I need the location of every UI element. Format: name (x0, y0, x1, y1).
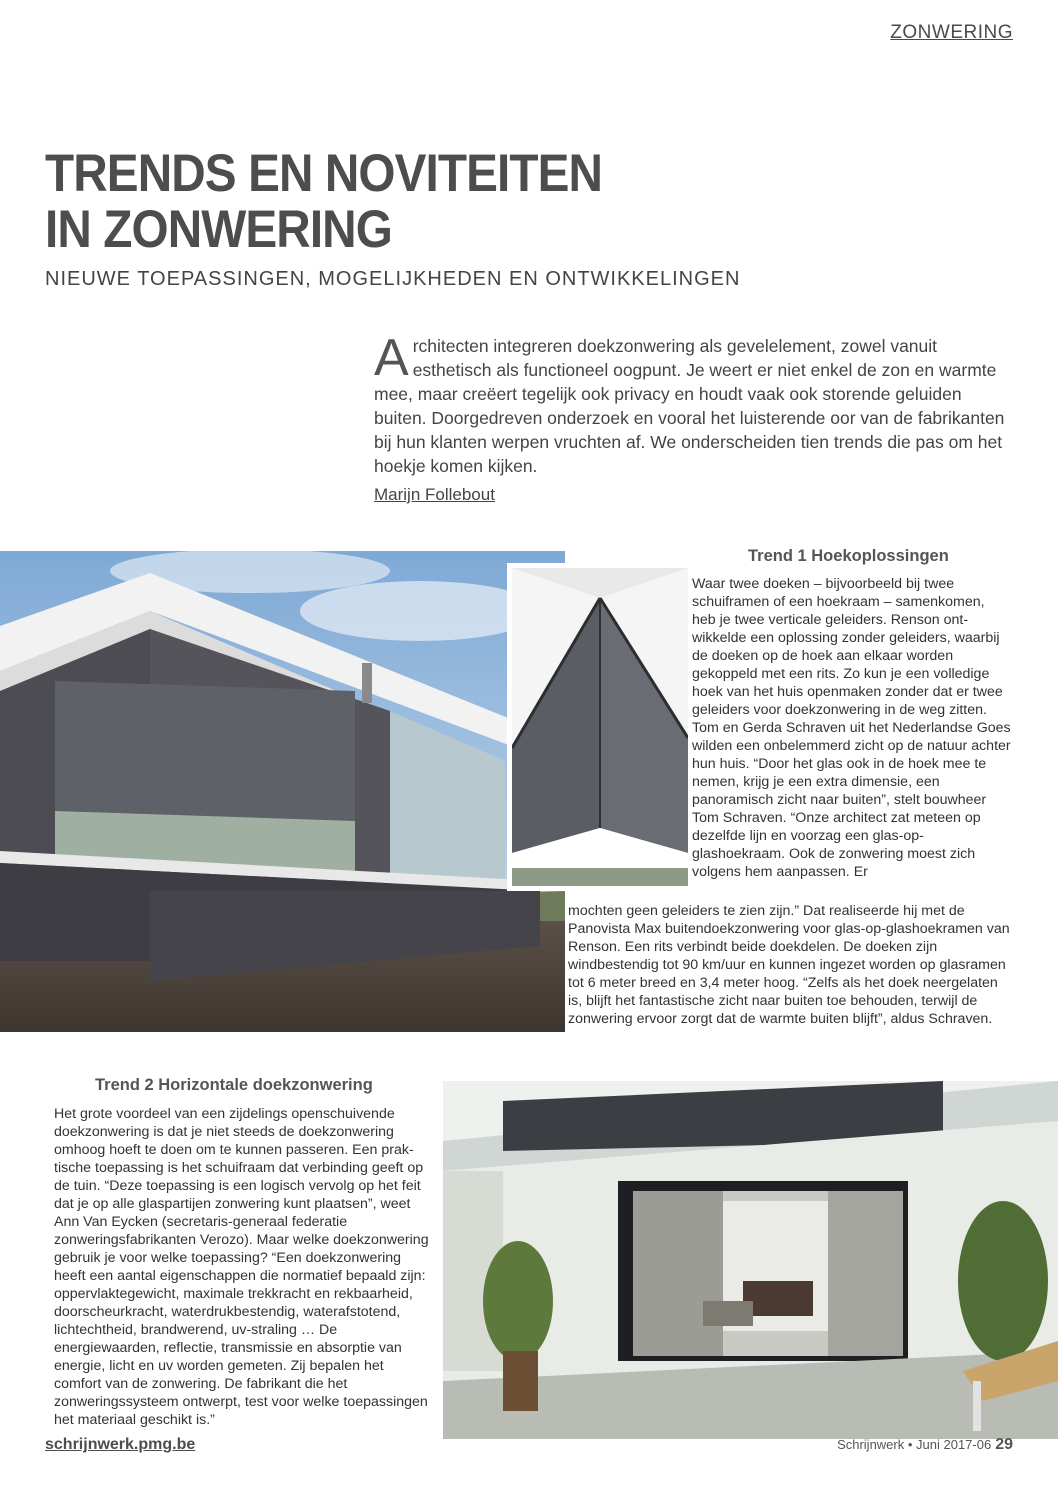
issue-label: Schrijnwerk • Juni 2017-06 (837, 1437, 992, 1452)
author-link[interactable]: Marijn Follebout (374, 485, 495, 504)
drop-cap: A (374, 329, 409, 387)
house-on-water-photo (0, 551, 565, 1032)
intro-paragraph (374, 329, 1014, 478)
trend1-text-part1: Waar twee doeken – bijvoorbeeld bij twee schuiframen of een hoekraam – samenkomen, heb je twee verticale geleiders. Renson ontwikkelde een oplossing zonder geleiders, waarbij de doeken op de hoek aan elkaar worden gekoppeld met een rits. Zo kun je een volledige hoek van het huis openmaken zonder dat er twee geleiders voor doekzonwering in de weg zitten. Tom en Gerda Schraven uit het Nederlandse Goes wilden een onbelemmerd zicht op de natuur achter hun huis. “Door het glas ook in de hoek mee te nemen, krijg je een extra dimensie, een panoramisch zicht naar buiten”, stelt bouwheer Tom Schraven. “Onze architect zat meteen op dezelfde lijn en voorzag een glas-op-glashoekraam. Ook de zonwering moest zich volgens hem aanpassen. Er (692, 576, 1011, 880)
footer-website-link[interactable]: schrijnwerk.pmg.be (45, 1436, 196, 1453)
trend1-heading: Trend 1 Hoekoplossingen (748, 547, 949, 565)
title-line-2: IN ZONWERING (45, 200, 392, 259)
patio-screen-photo (443, 1081, 1058, 1439)
title-line-1: TRENDS EN NOVITEITEN (45, 144, 603, 203)
page-number: 29 (995, 1436, 1013, 1453)
intro-text: rchitecten integreren doekzonwering als gevelelement, zowel vanuit esthetisch als functioneel oogpunt. Je weert er niet enkel de zon en warmte mee, maar creëert tegelijk ook privacy en houdt vaak ook storende geluiden buiten. Doorgedreven onderzoek en vooral het luisterende oor van de fabrikanten bij hun klanten werpen vruchten af. We onderscheiden tien trends die pas om het hoekje komen kijken. (374, 336, 1005, 476)
trend2-heading: Trend 2 Horizontale doekzonwering (95, 1076, 373, 1094)
trend1-text-part2: mochten geen geleiders te zien zijn.” Dat realiseerde hij met de Panovista Max buitendoekzonwering voor glas-op-glashoekramen van Renson. Een rits verbindt beide doekdelen. De doeken zijn windbestendig tot 90 km/uur en kunnen ingezet worden op glasramen tot 6 meter breed en 3,4 meter hoog. “Zelfs als het doek neergelaten is, blijft het fantastische zicht naar buiten toe behouden, terwijl de zonwering ervoor zorgt dat de warmte buiten blijft”, aldus Schraven. (568, 903, 1010, 1027)
article-title (45, 146, 675, 258)
section-tag[interactable]: ZONWERING (890, 22, 1013, 43)
article-subtitle: NIEUWE TOEPASSINGEN, MOGELIJKHEDEN EN ONTWIKKELINGEN (45, 268, 741, 290)
footer-issue (837, 1436, 1013, 1454)
trend2-text: Het grote voordeel van een zijdelings openschuivende doekzonwering is dat je niet steeds de doekzonwering omhoog hoeft te doen om te kunnen passeren. Een praktische toepassing is het schuifraam dat verbinding geeft op de tuin. “Deze toepassing is een logisch vervolg op het feit dat je op alle glaspartijen zonwering kunt plaatsen”, weet Ann Van Eycken (secretaris-generaal federatie zonweringsfabrikanten Verozo). Maar welke doekzonwering gebruik je voor welke toepassing? “Een doekzonwering heeft een aantal eigenschappen die normatief bepaald zijn: oppervlaktegewicht, maximale trekkracht en rekbaarheid, doorscheurkracht, waterdrukbestendig, waterafstotend, lichtechtheid, brandwerend, uv-straling … De energiewaarden, reflectie, transmissie en absorptie van energie, licht en uv worden gemeten. Zij bepalen het comfort van de zonwering. De fabrikant die het zonweringssysteem ontwerpt, test voor welke toepassingen het materiaal geschikt is.” (54, 1106, 429, 1428)
corner-screen-photo (507, 563, 693, 891)
